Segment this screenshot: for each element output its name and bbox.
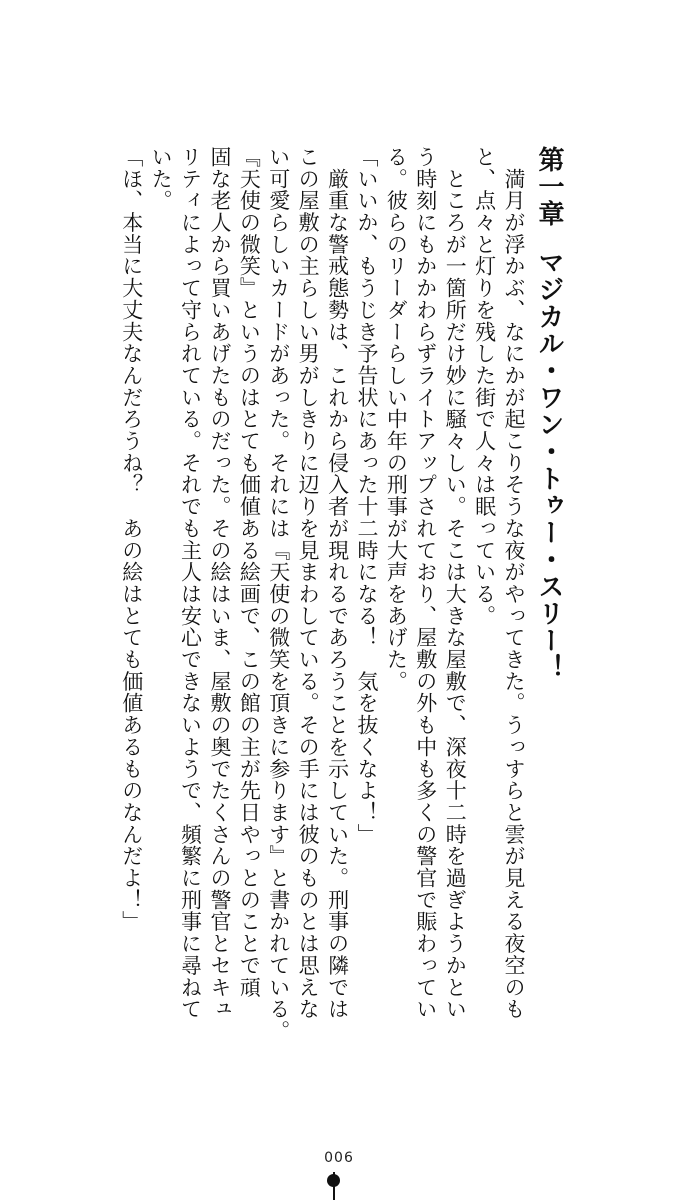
body-text [116, 146, 528, 1042]
body-line-5: る。彼らのリーダーらしい中年の刑事が大声をあげた。 [384, 146, 409, 693]
body-line-13: いた。 [149, 146, 174, 212]
body-line-11: 固な老人から買いあげたものだった。その絵はいま、屋敷の奥でたくさんの警官とセキュ [207, 146, 232, 1020]
body-line-4: う時刻にもかかわらずライトアップされており、屋敷の外も中も多くの警官で賑わってい [413, 146, 438, 1020]
body-line-2: と、点々と灯りを残した街で人々は眠っている。 [472, 146, 497, 627]
chapter-title [532, 146, 566, 681]
body-line-12: リティによって守られている。それでも主人は安心できないようで、頻繁に刑事に尋ねて [178, 146, 203, 1020]
body-line-8: この屋敷の主らしい男がしきりに辺りを見まわしている。その手には彼のものとは思えな [296, 146, 321, 1020]
body-line-1: 満月が浮かぶ、なにかが起こりそうな夜がやってきた。うっすらと雲が見える夜空のも [502, 146, 526, 1020]
page-number: 006 [324, 1150, 354, 1166]
body-line-14: 「ほ、本当に大丈夫なんだろうね？ あの絵はとても価値あるものなんだよ！」 [119, 146, 144, 933]
body-line-10: 『天使の微笑』というのはとても価値ある絵画で、この館の主が先日やっとのことで頑 [237, 146, 262, 999]
page-marker-dot [327, 1174, 340, 1187]
body-line-6: 「いいか、もうじき予告状にあった十二時になる！ 気を抜くなよ！」 [354, 146, 379, 846]
chapter-name: マジカル・ワン・トゥー・スリー！ [534, 249, 564, 681]
chapter-number: 第一章 [534, 146, 564, 227]
body-line-7: 厳重な警戒態勢は、これから侵入者が現れるであろうことを示していた。刑事の隣では [325, 146, 350, 1020]
body-line-3: ところが一箇所だけ妙に騒々しい。そこは大きな屋敷で、深夜十二時を過ぎようかとい [443, 146, 468, 1020]
body-line-9: い可愛らしいカードがあった。それには『天使の微笑を頂きに参ります』と書かれている。 [266, 146, 291, 1042]
